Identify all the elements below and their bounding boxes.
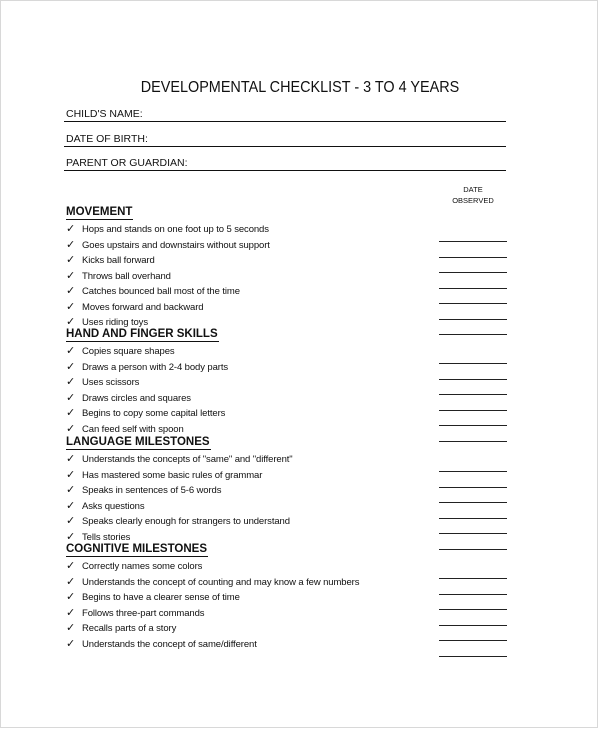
checklist-item xyxy=(66,343,175,358)
checklist-item xyxy=(66,513,290,528)
checkmark-icon: ✓ xyxy=(66,483,76,496)
checkmark-icon: ✓ xyxy=(66,253,76,266)
checkmark-icon: ✓ xyxy=(66,452,76,465)
date-observed-line[interactable] xyxy=(439,640,507,641)
checklist-item xyxy=(66,252,155,267)
checklist-item xyxy=(66,482,221,497)
checklist-item-label: Moves forward and backward xyxy=(82,301,204,313)
date-observed-line[interactable] xyxy=(439,656,507,657)
checkmark-icon: ✓ xyxy=(66,559,76,572)
checklist-item-label: Uses riding toys xyxy=(82,317,148,328)
checklist-item-label: Understands the concepts of "same" and "different" xyxy=(82,454,293,465)
date-observed-line[interactable] xyxy=(439,502,507,503)
checklist-item xyxy=(66,405,225,420)
checklist-item-label: Speaks clearly enough for strangers to understand xyxy=(82,516,290,527)
checkmark-icon: ✓ xyxy=(66,315,76,328)
checklist-item-label: Throws ball overhand xyxy=(82,270,171,282)
checkmark-icon: ✓ xyxy=(66,299,76,313)
date-observed-line[interactable] xyxy=(439,549,507,550)
checkmark-icon: ✓ xyxy=(66,529,76,543)
checklist-item xyxy=(66,283,240,298)
date-observed-line[interactable] xyxy=(439,288,507,289)
section-heading: MOVEMENT xyxy=(66,206,133,218)
date-observed-line[interactable] xyxy=(439,272,507,273)
checklist-item-label: Kicks ball forward xyxy=(82,255,155,266)
date-observed-line[interactable] xyxy=(439,394,507,395)
checklist-item xyxy=(66,605,204,620)
checklist-item-label: Begins to copy some capital letters xyxy=(82,408,226,419)
section-heading: LANGUAGE MILESTONES xyxy=(66,436,210,448)
date-observed-line[interactable] xyxy=(439,487,507,488)
checkmark-icon: ✓ xyxy=(66,237,76,251)
checklist-item xyxy=(66,558,202,573)
checkmark-icon: ✓ xyxy=(66,636,76,650)
checklist-item xyxy=(66,221,269,236)
checkmark-icon: ✓ xyxy=(66,514,76,527)
checklist-item xyxy=(66,299,204,314)
checklist-item-label: Tells stories xyxy=(82,531,131,543)
checklist-item xyxy=(66,467,262,482)
date-observed-line[interactable] xyxy=(439,425,507,426)
date-observed-line[interactable] xyxy=(439,441,507,442)
date-observed-line[interactable] xyxy=(439,625,507,626)
checkmark-icon: ✓ xyxy=(66,390,76,404)
checkmark-icon: ✓ xyxy=(66,605,76,619)
date-observed-line[interactable] xyxy=(439,471,507,472)
date-of-birth-field[interactable] xyxy=(64,132,506,147)
checklist-item xyxy=(66,498,145,513)
date-observed-line[interactable] xyxy=(439,518,507,519)
checklist-item-label: Correctly names some colors xyxy=(82,561,203,572)
checklist-item xyxy=(66,451,293,466)
checklist-item-label: Understands the concept of counting and may know a few numbers xyxy=(82,576,360,588)
checklist-item xyxy=(66,529,130,544)
checkmark-icon: ✓ xyxy=(66,621,76,634)
checklist-item-label: Draws circles and squares xyxy=(82,392,191,404)
checklist-item xyxy=(66,314,148,329)
checklist-item xyxy=(66,374,139,389)
checkmark-icon: ✓ xyxy=(66,590,76,603)
checklist-item-label: Recalls parts of a story xyxy=(82,623,177,634)
checkmark-icon: ✓ xyxy=(66,406,76,419)
checklist-item xyxy=(66,636,257,651)
date-observed-line[interactable] xyxy=(439,319,507,320)
date-observed-line[interactable] xyxy=(439,363,507,364)
date-observed-header xyxy=(439,184,507,206)
child-name-field[interactable] xyxy=(64,107,506,122)
date-header-line2: OBSERVED xyxy=(452,196,494,205)
checkmark-icon: ✓ xyxy=(66,268,76,282)
child-name-label: CHILD'S NAME: xyxy=(66,108,143,120)
checklist-item xyxy=(66,237,270,252)
checklist-item-label: Has mastered some basic rules of grammar xyxy=(82,469,263,481)
checkmark-icon: ✓ xyxy=(66,574,76,588)
checklist-item-label: Uses scissors xyxy=(82,377,140,388)
checklist-item xyxy=(66,421,184,436)
checkmark-icon: ✓ xyxy=(66,421,76,435)
checklist-item-label: Speaks in sentences of 5-6 words xyxy=(82,485,222,496)
checklist-item-label: Begins to have a clearer sense of time xyxy=(82,592,240,603)
checklist-item-label: Catches bounced ball most of the time xyxy=(82,286,240,297)
checklist-item-label: Understands the concept of same/different xyxy=(82,638,257,650)
checklist-item xyxy=(66,359,228,374)
checklist-item xyxy=(66,620,176,635)
date-of-birth-label: DATE OF BIRTH: xyxy=(66,133,148,145)
checkmark-icon: ✓ xyxy=(66,344,76,357)
parent-guardian-field[interactable] xyxy=(64,156,506,171)
date-observed-line[interactable] xyxy=(439,578,507,579)
date-observed-line[interactable] xyxy=(439,410,507,411)
checklist-item-label: Can feed self with spoon xyxy=(82,423,184,435)
date-observed-line[interactable] xyxy=(439,594,507,595)
date-header-line1: DATE xyxy=(463,185,483,194)
checklist-item xyxy=(66,390,191,405)
checklist-item-label: Asks questions xyxy=(82,500,145,512)
date-observed-line[interactable] xyxy=(439,533,507,534)
checkmark-icon: ✓ xyxy=(66,467,76,481)
parent-guardian-label: PARENT OR GUARDIAN: xyxy=(66,157,188,169)
checkmark-icon: ✓ xyxy=(66,498,76,512)
checklist-item-label: Goes upstairs and downstairs without support xyxy=(82,239,270,251)
section-heading: COGNITIVE MILESTONES xyxy=(66,543,207,555)
section-heading: HAND AND FINGER SKILLS xyxy=(66,328,218,340)
checklist-item-label: Draws a person with 2-4 body parts xyxy=(82,361,229,373)
checklist-item-label: Follows three-part commands xyxy=(82,607,205,619)
checklist-item xyxy=(66,589,240,604)
page-title: DEVELOPMENTAL CHECKLIST - 3 TO 4 YEARS xyxy=(140,79,460,96)
checkmark-icon: ✓ xyxy=(66,359,76,373)
date-observed-line[interactable] xyxy=(439,609,507,610)
checkmark-icon: ✓ xyxy=(66,375,76,388)
date-observed-line[interactable] xyxy=(439,379,507,380)
checkmark-icon: ✓ xyxy=(66,284,76,297)
date-observed-line[interactable] xyxy=(439,241,507,242)
checklist-item xyxy=(66,574,359,589)
checklist-item-label: Hops and stands on one foot up to 5 seconds xyxy=(82,224,269,235)
date-observed-line[interactable] xyxy=(439,334,507,335)
checkmark-icon: ✓ xyxy=(66,222,76,235)
date-observed-line[interactable] xyxy=(439,303,507,304)
date-observed-line[interactable] xyxy=(439,257,507,258)
checklist-item xyxy=(66,268,171,283)
checklist-item-label: Copies square shapes xyxy=(82,346,175,357)
